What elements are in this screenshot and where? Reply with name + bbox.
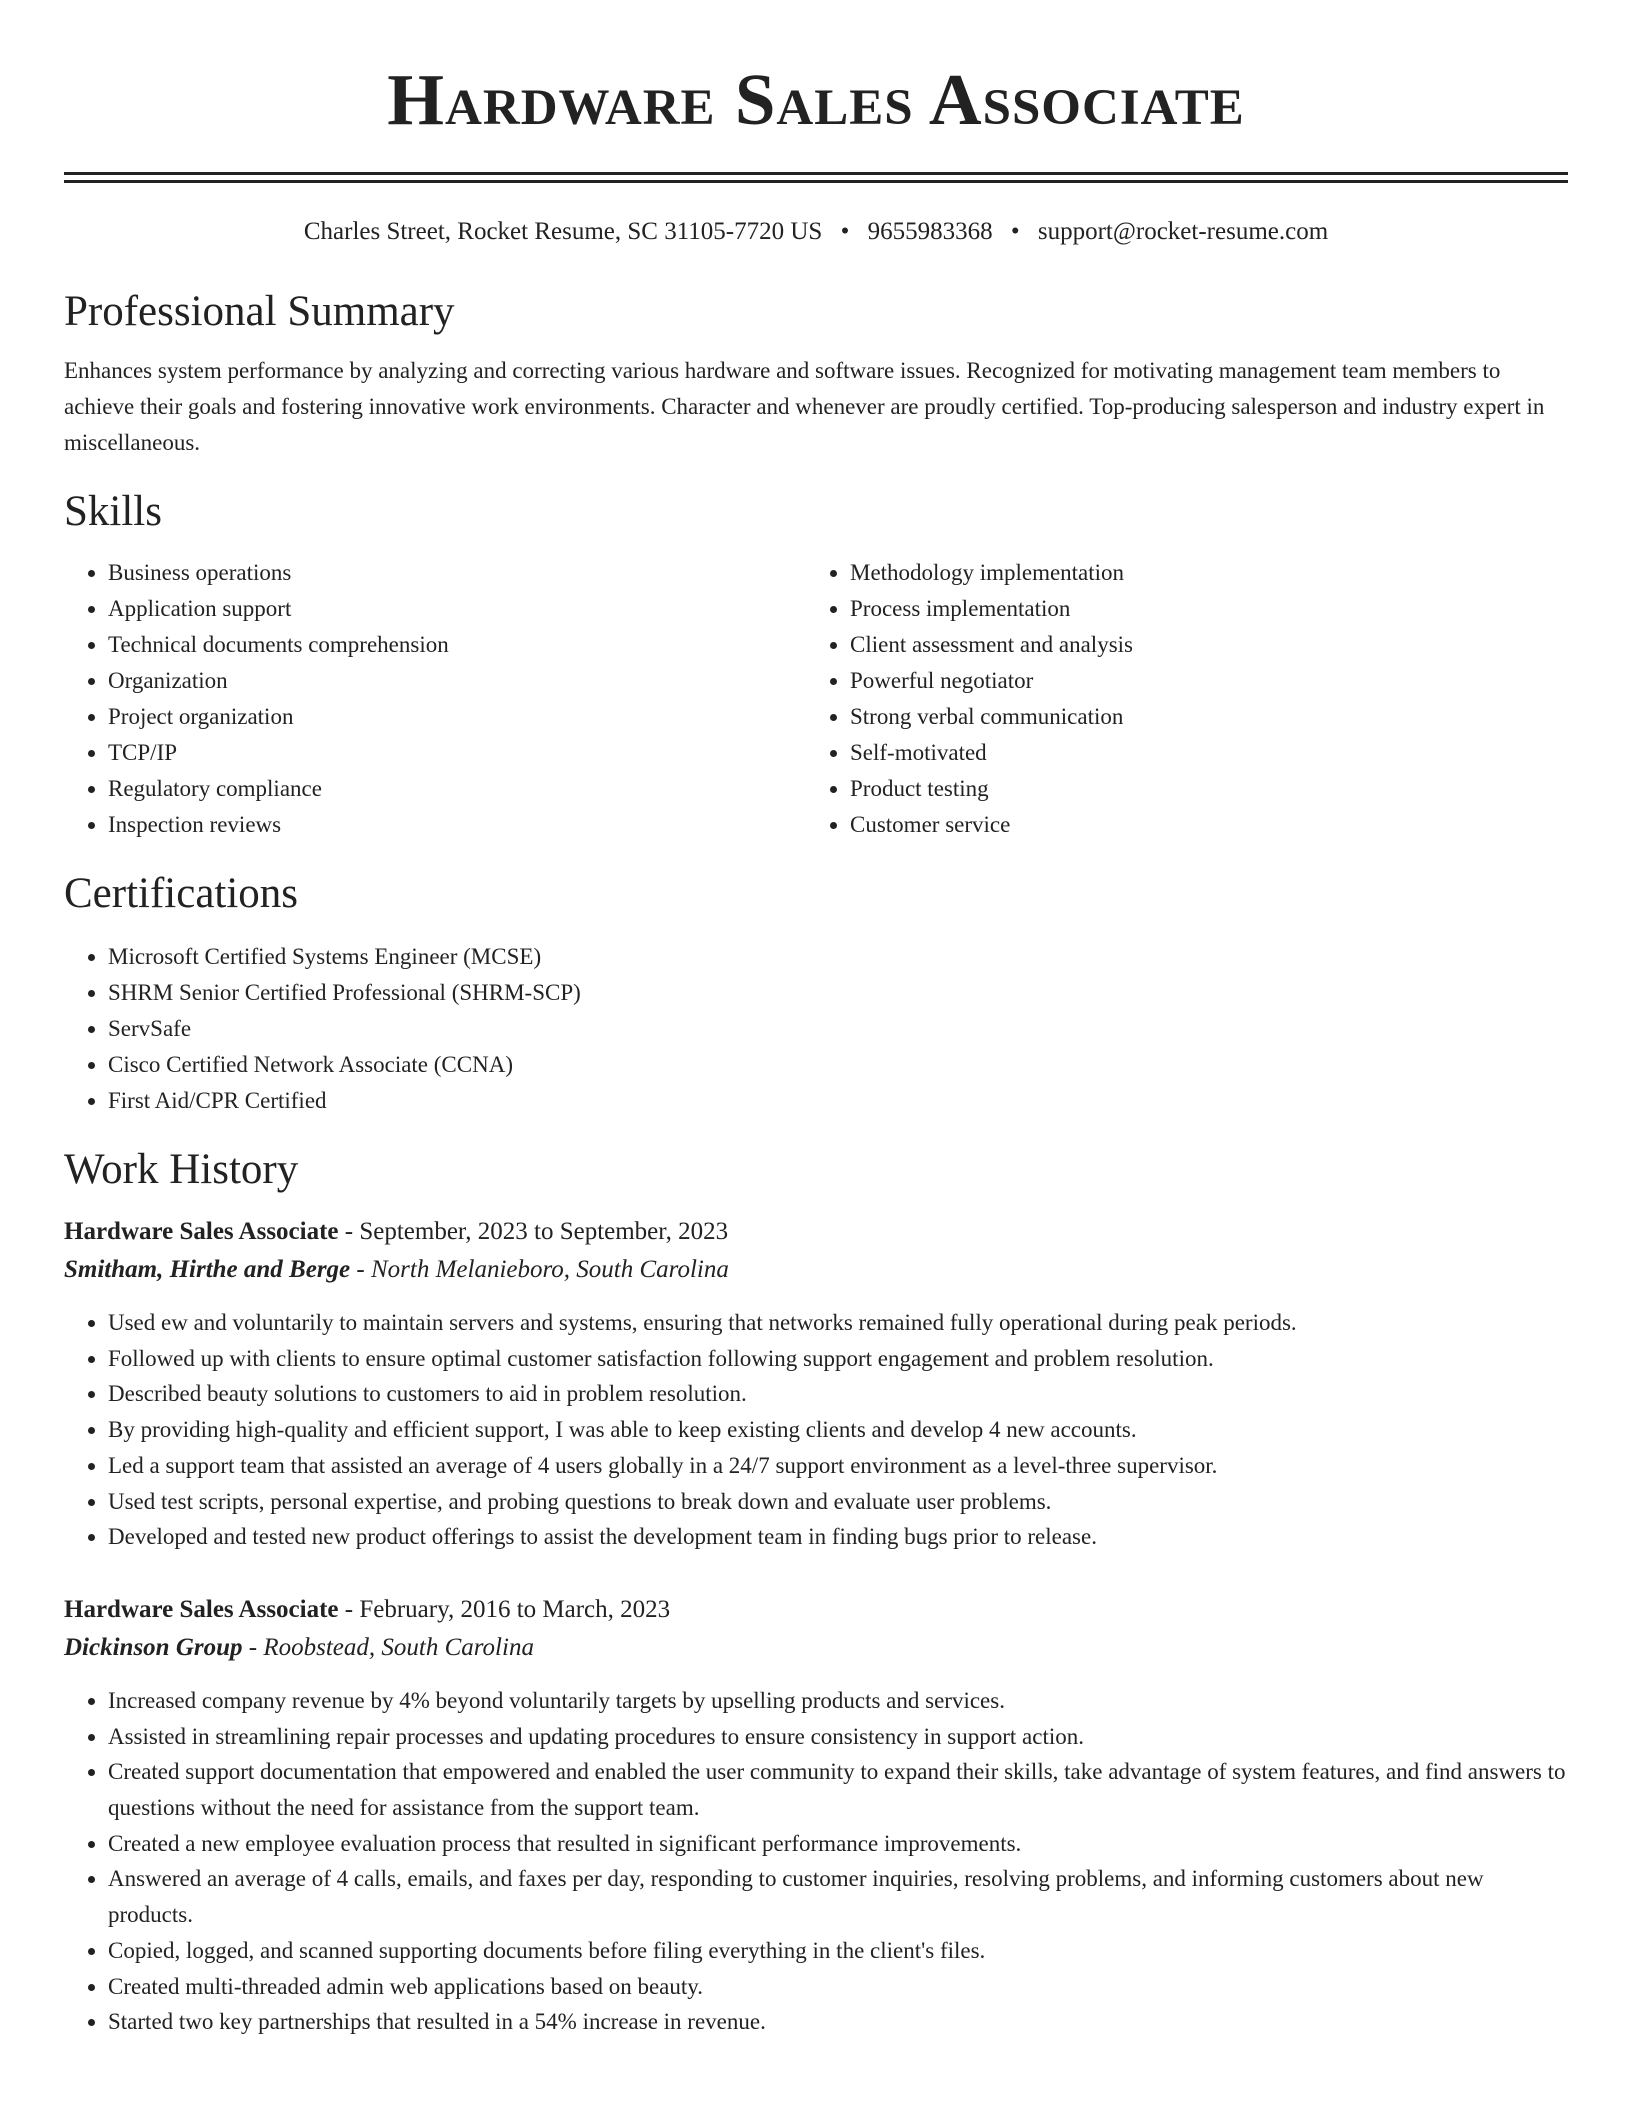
job-bullet: • Answered an average of 4 calls, emails, and faxes per day, responding to customer inquiries, resolving problems, and informing customers about new products.: [108, 1861, 1568, 1932]
skill-item: • Organization: [108, 663, 806, 699]
job-bullet: • Used ew and voluntarily to maintain servers and systems, ensuring that networks remained fully operational during peak periods.: [108, 1305, 1568, 1341]
job-dates: - February, 2016 to March, 2023: [338, 1595, 671, 1623]
job-bullet: • Created multi-threaded admin web applications based on beauty.: [108, 1969, 1568, 2005]
certifications-heading: Certifications: [64, 870, 299, 917]
certification-item: • First Aid/CPR Certified: [108, 1083, 1568, 1119]
job-bullet: • Followed up with clients to ensure optimal customer satisfaction following support engagement and problem resolution.: [108, 1341, 1568, 1377]
skill-item: • Powerful negotiator: [850, 663, 1548, 699]
job-bullets: [64, 1683, 1568, 2040]
summary-heading: Professional Summary: [64, 288, 455, 335]
skills-columns: [64, 555, 1568, 843]
contact-address: Charles Street, Rocket Resume, SC 31105-7720 US: [303, 218, 823, 245]
job-bullet: • Increased company revenue by 4% beyond voluntarily targets by upselling products and services.: [108, 1683, 1568, 1719]
contact-phone: 9655983368: [867, 218, 993, 245]
job-bullets: [64, 1305, 1568, 1555]
job-title-line: [64, 1213, 1568, 1251]
job-company: Smitham, Hirthe and Berge: [64, 1256, 351, 1283]
contact-email: support@rocket-resume.com: [1037, 218, 1329, 245]
skill-item: • Process implementation: [850, 591, 1548, 627]
certification-item: • Cisco Certified Network Associate (CCNA): [108, 1047, 1568, 1083]
candidate-name: Hardware Sales Associate: [387, 59, 1245, 140]
skills-column-right: [806, 555, 1548, 843]
skill-item: • Business operations: [108, 555, 806, 591]
job-bullet: • Created a new employee evaluation process that resulted in significant performance improvements.: [108, 1826, 1568, 1862]
summary-text: Enhances system performance by analyzing and correcting various hardware and software issues. Recognized for motivating management team members to achieve their goals and fostering innovative work environments. Character and whenever are proudly certified. Top-producing salesperson and industry expert in miscellaneous.: [64, 358, 1545, 455]
job-title: Hardware Sales Associate: [64, 1218, 339, 1245]
skills-heading: Skills: [64, 488, 162, 535]
job-bullet: • Created support documentation that empowered and enabled the user community to expand their skills, take advantage of system features, and find answers to questions without the need for assistance from the support team.: [108, 1754, 1568, 1825]
certification-item: • Microsoft Certified Systems Engineer (MCSE): [108, 939, 1568, 975]
job-entry: [64, 1591, 1568, 2040]
certifications-section: [64, 869, 1568, 1119]
job-dates: - September, 2023 to September, 2023: [338, 1218, 729, 1245]
job-location: - Roobstead, South Carolina: [242, 1633, 534, 1661]
work-history-heading: Work History: [64, 1146, 299, 1193]
job-company: Dickinson Group: [64, 1633, 243, 1661]
skill-item: • Product testing: [850, 771, 1548, 807]
skill-item: • Application support: [108, 591, 806, 627]
job-bullet: • Led a support team that assisted an average of 4 users globally in a 24/7 support environment as a level-three supervisor.: [108, 1448, 1568, 1484]
skill-item: • Customer service: [850, 807, 1548, 843]
contact-separator: •: [1010, 218, 1020, 245]
job-bullet: • Developed and tested new product offerings to assist the development team in finding bugs prior to release.: [108, 1519, 1568, 1555]
skill-item: • Methodology implementation: [850, 555, 1548, 591]
header-double-rule: [64, 172, 1568, 183]
job-bullet: • Described beauty solutions to customers to aid in problem resolution.: [108, 1376, 1568, 1412]
certifications-list: [64, 939, 1568, 1119]
job-company-line: [64, 1629, 1568, 1667]
job-title-line: [64, 1591, 1568, 1629]
job-company-line: [64, 1251, 1568, 1289]
skill-item: • Inspection reviews: [108, 807, 806, 843]
summary-section: [64, 287, 1568, 461]
skills-section: [64, 487, 1568, 843]
skills-column-left: [64, 555, 806, 843]
contact-separator: •: [840, 218, 850, 245]
skill-item: • Client assessment and analysis: [850, 627, 1548, 663]
skill-item: • Self-motivated: [850, 735, 1548, 771]
work-history-section: [64, 1145, 1568, 2040]
skill-item: • TCP/IP: [108, 735, 806, 771]
skills-list-right: [806, 555, 1548, 843]
skill-item: • Strong verbal communication: [850, 699, 1548, 735]
skill-item: • Technical documents comprehension: [108, 627, 806, 663]
job-bullet: • Assisted in streamlining repair processes and updating procedures to ensure consistency in support action.: [108, 1719, 1568, 1755]
job-entry: [64, 1213, 1568, 1555]
job-bullet: • Copied, logged, and scanned supporting documents before filing everything in the client's files.: [108, 1933, 1568, 1969]
job-bullet: • Started two key partnerships that resulted in a 54% increase in revenue.: [108, 2004, 1568, 2040]
certification-item: • SHRM Senior Certified Professional (SHRM-SCP): [108, 975, 1568, 1011]
job-location: - North Melanieboro, South Carolina: [350, 1256, 729, 1283]
certification-item: • ServSafe: [108, 1011, 1568, 1047]
job-bullet: • By providing high-quality and efficient support, I was able to keep existing clients and develop 4 new accounts.: [108, 1412, 1568, 1448]
job-bullet: • Used test scripts, personal expertise, and probing questions to break down and evaluate user problems.: [108, 1484, 1568, 1520]
skill-item: • Regulatory compliance: [108, 771, 806, 807]
job-title: Hardware Sales Associate: [64, 1595, 339, 1623]
contact-line: [64, 217, 1568, 247]
skill-item: • Project organization: [108, 699, 806, 735]
skills-list-left: [64, 555, 806, 843]
